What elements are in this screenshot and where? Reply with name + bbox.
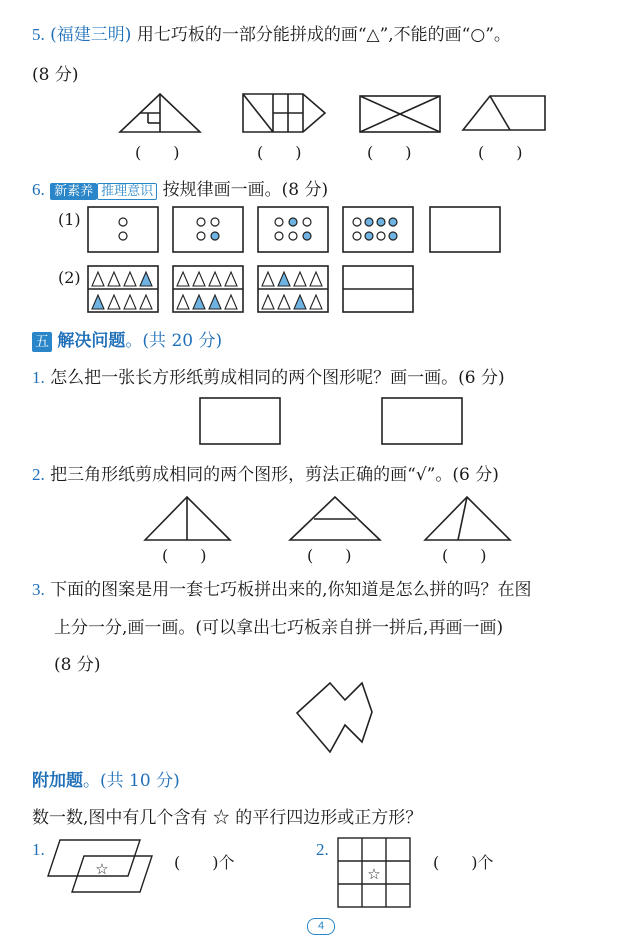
q5-answer-blank-2[interactable]: ( ) — [257, 143, 302, 162]
question-number: 5. — [32, 25, 45, 44]
q6-row2-label: (2) — [58, 268, 81, 287]
p2-answer-blank-1[interactable]: ( ) — [162, 546, 207, 565]
q5-answer-blank-4[interactable]: ( ) — [478, 143, 523, 162]
problem-text-line-1: 下面的图案是用一套七巧板拼出来的,你知道是怎么拼的吗？在图 — [50, 580, 532, 600]
problem-text: 把三角形纸剪成相同的两个图形，剪法正确的画“√”。(6 分) — [50, 465, 499, 485]
problem-number: 2. — [32, 465, 45, 484]
section-score: 。(共 20 分) — [125, 331, 223, 351]
reasoning-badge: 推理意识 — [97, 183, 157, 200]
bonus-score: 。(共 10 分) — [83, 771, 180, 791]
bonus-item-1-number: 1. — [32, 840, 45, 859]
section-title: 解决问题 — [57, 331, 126, 351]
bonus-item-2-blank[interactable]: ( )个 — [433, 853, 494, 872]
p2-answer-blank-3[interactable]: ( ) — [442, 546, 487, 565]
question-5-score: (8 分) — [32, 65, 79, 85]
p2-answer-blank-2[interactable]: ( ) — [307, 546, 352, 565]
q5-answer-blank-3[interactable]: ( ) — [367, 143, 412, 162]
problem-text: 怎么把一张长方形纸剪成相同的两个图形呢？画一画。(6 分) — [50, 368, 505, 388]
new-literacy-badge: 新素养 — [50, 183, 97, 200]
question-number: 6. — [32, 180, 45, 199]
question-text: 用七巧板的一部分能拼成的画“△”,不能的画“○”。 — [136, 25, 511, 45]
problem-text-line-2: 上分一分,画一画。(可以拿出七巧板亲自拼一拼后,再画一画) — [54, 618, 504, 638]
question-source: (福建三明) — [50, 25, 132, 45]
bonus-prompt: 数一数,图中有几个含有 ☆ 的平行四边形或正方形？ — [32, 808, 423, 828]
bonus-item-2-number: 2. — [316, 840, 329, 859]
question-text: 按规律画一画。(8 分) — [162, 180, 329, 200]
page-number: 4 — [307, 918, 335, 935]
star-icon: ☆ — [95, 860, 109, 878]
bonus-title: 附加题 — [32, 771, 83, 791]
star-icon: ☆ — [367, 865, 381, 883]
q6-row1-label: (1) — [58, 210, 81, 229]
section-number-icon: 五 — [32, 332, 52, 352]
bonus-item-1-blank[interactable]: ( )个 — [174, 853, 235, 872]
problem-number: 1. — [32, 368, 45, 387]
problem-number: 3. — [32, 580, 45, 599]
problem-text-line-3: (8 分) — [54, 655, 101, 675]
q5-answer-blank-1[interactable]: ( ) — [135, 143, 180, 162]
